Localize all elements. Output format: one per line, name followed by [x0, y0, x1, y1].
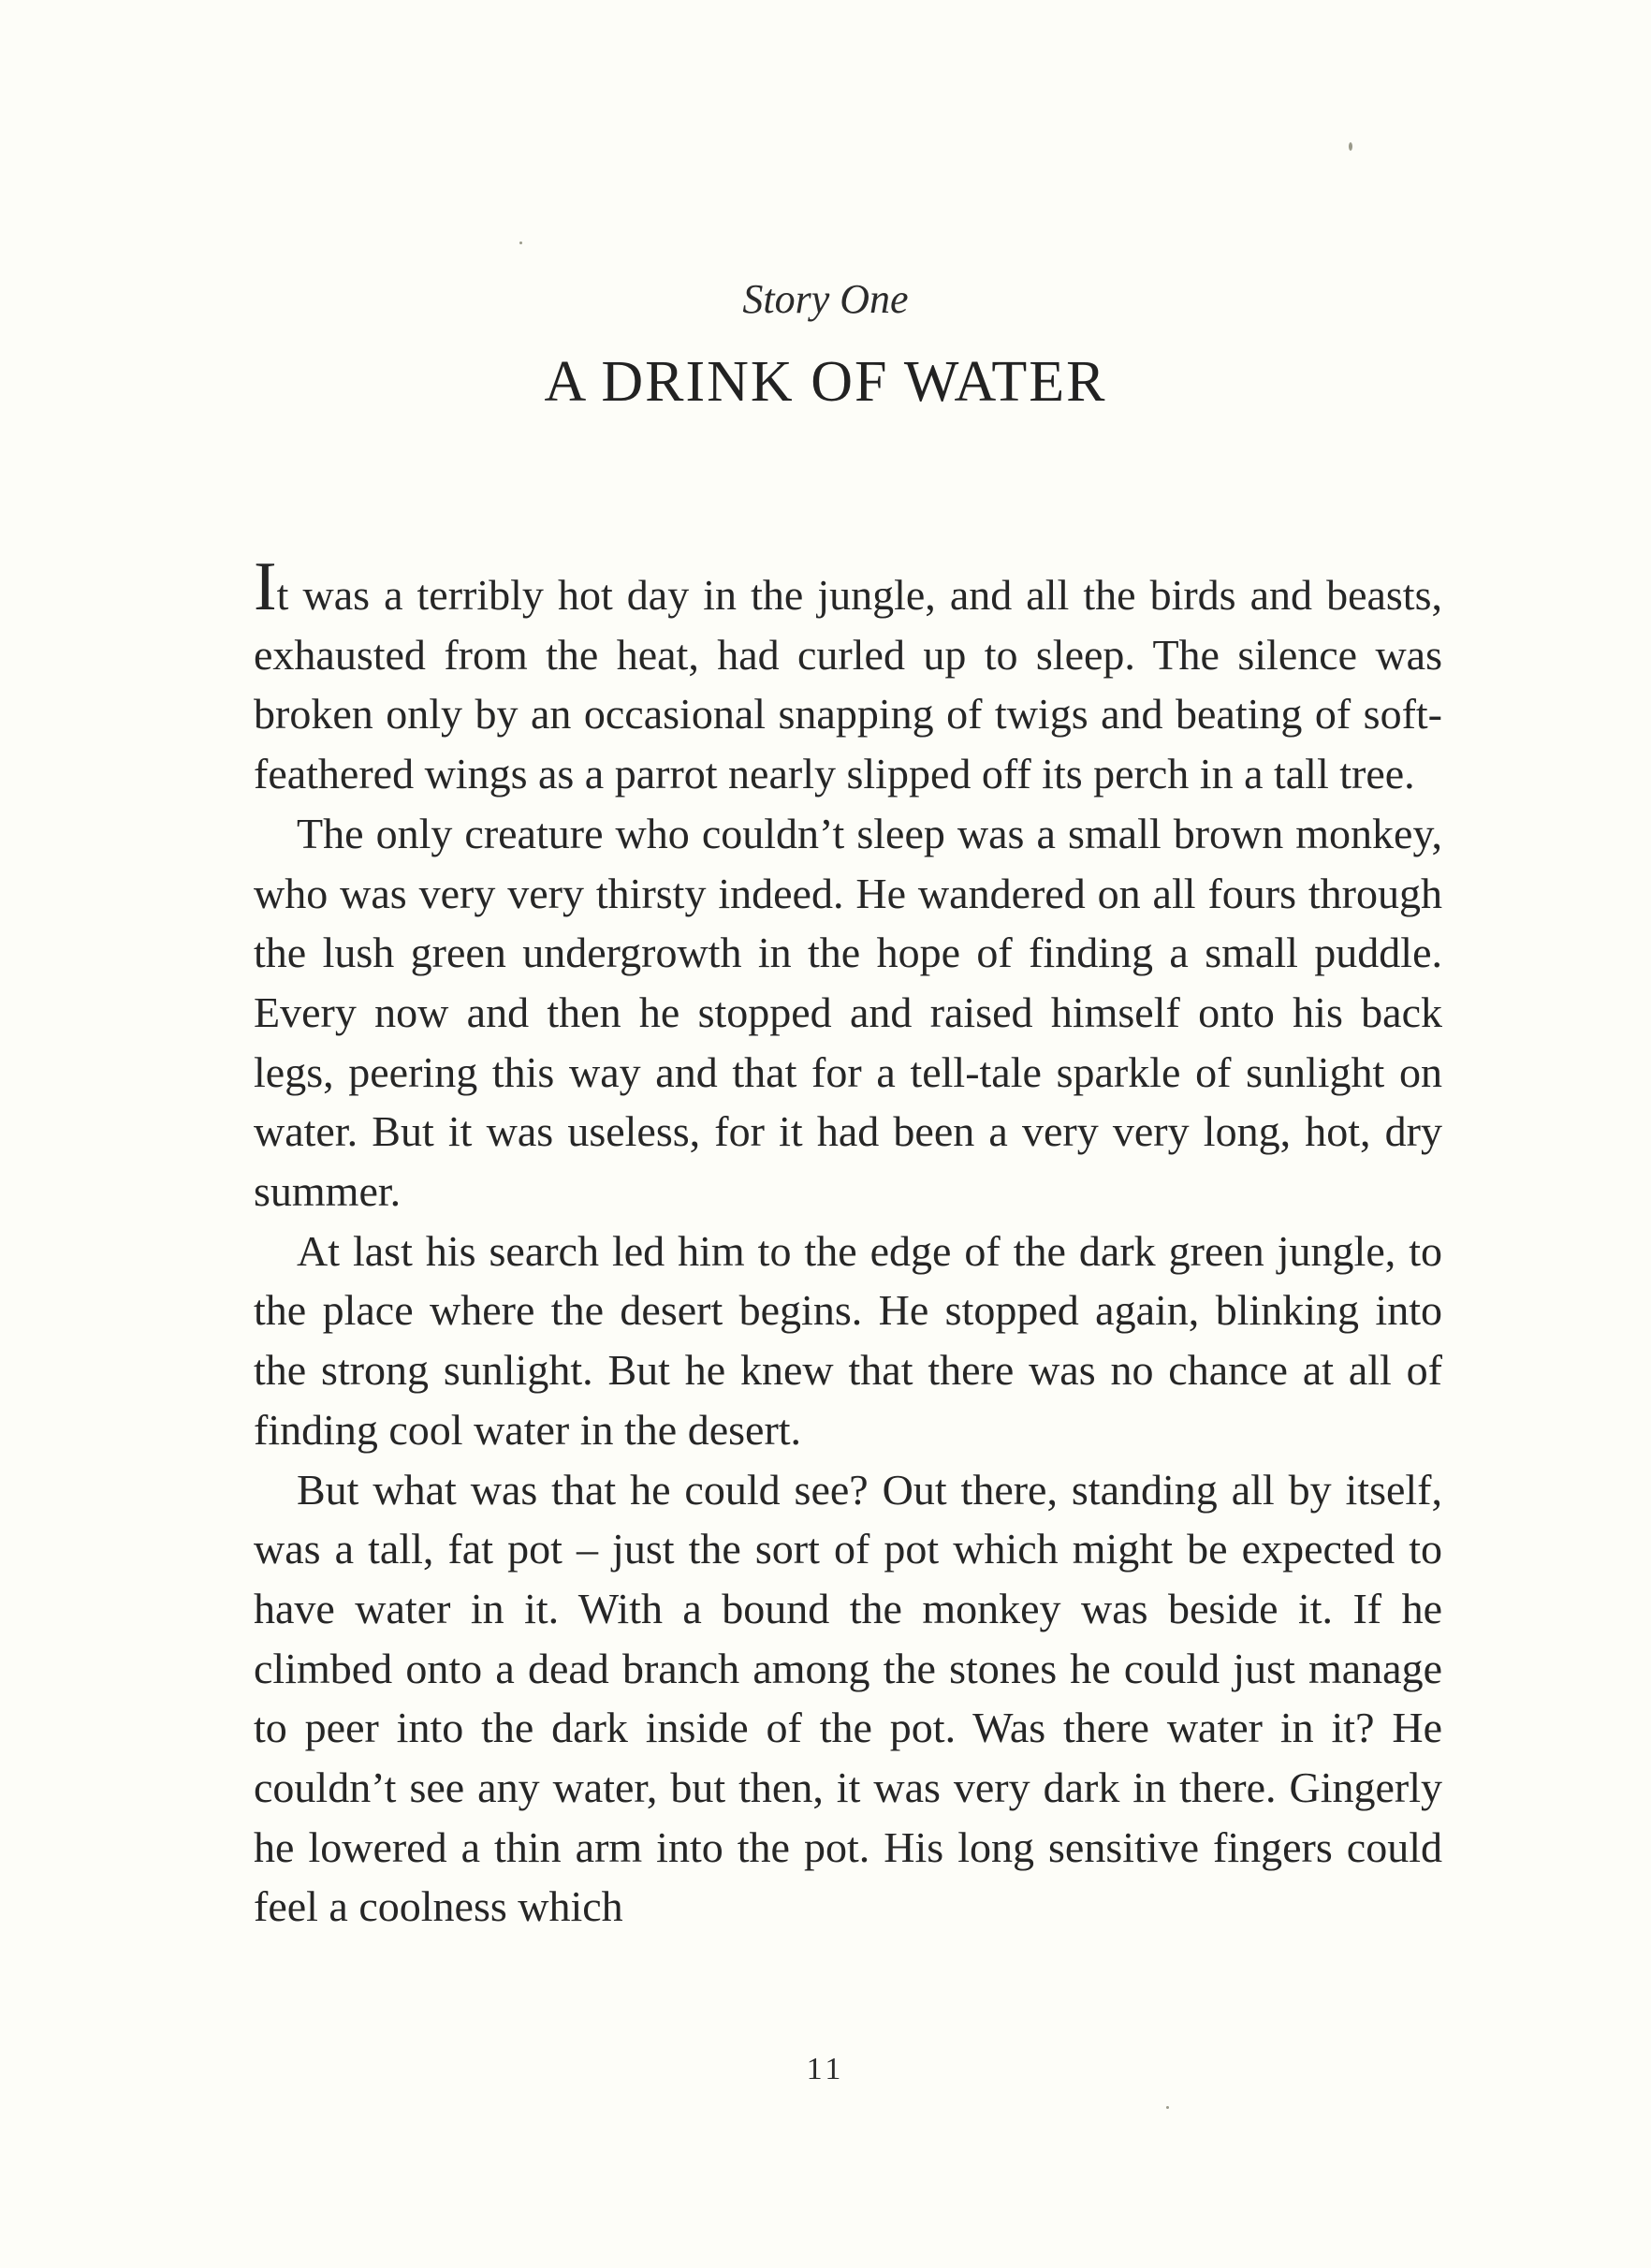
- story-label: Story One: [742, 276, 909, 322]
- story-title: A DRINK OF WATER: [544, 350, 1107, 414]
- story-body: [254, 549, 1442, 1937]
- paragraph-1: [254, 549, 1442, 804]
- paragraph-4: But what was that he could see? Out there, standing all by itself, was a tall, fat pot – just the sort of pot which might be expected to have water in it. With a bound the monkey was beside it. If he climbed onto a dead branch among the stones he could just manage to peer into the dark inside of the pot. Was there water in it? He couldn’t see any water, but then, it was very dark in there. Gingerly he lowered a thin arm into the pot. His long sensitive fingers could feel a coolness which: [254, 1465, 1442, 1931]
- paragraph-1-text: t was a terribly hot day in the jungle, and all the birds and beasts, exhausted from the heat, had curled up to sleep. The silence was broken only by an occasional snapping of twigs and beating of soft-feathered wings as a parrot nearly slipped off its perch in a tall tree.: [254, 571, 1442, 798]
- paragraph-3: At last his search led him to the edge of the dark green jungle, to the place where the desert begins. He stopped again, blinking into the strong sunlight. But he knew that there was no chance at all of finding cool water in the desert.: [254, 1226, 1442, 1454]
- paper-speck: [1166, 2106, 1169, 2109]
- paper-speck: [519, 241, 522, 244]
- drop-cap: I: [254, 549, 277, 625]
- paragraph-2: The only creature who couldn’t sleep was a small brown monkey, who was very very thirsty indeed. He wandered on all fours through the lush green undergrowth in the hope of finding a small puddle. Every now and then he stopped and raised himself onto his back legs, peering this way and that for a tell-tale sparkle of sunlight on water. But it was useless, for it had been a very very long, hot, dry summer.: [254, 809, 1442, 1216]
- paper-speck: [1349, 142, 1352, 151]
- page-number: 11: [806, 2052, 845, 2086]
